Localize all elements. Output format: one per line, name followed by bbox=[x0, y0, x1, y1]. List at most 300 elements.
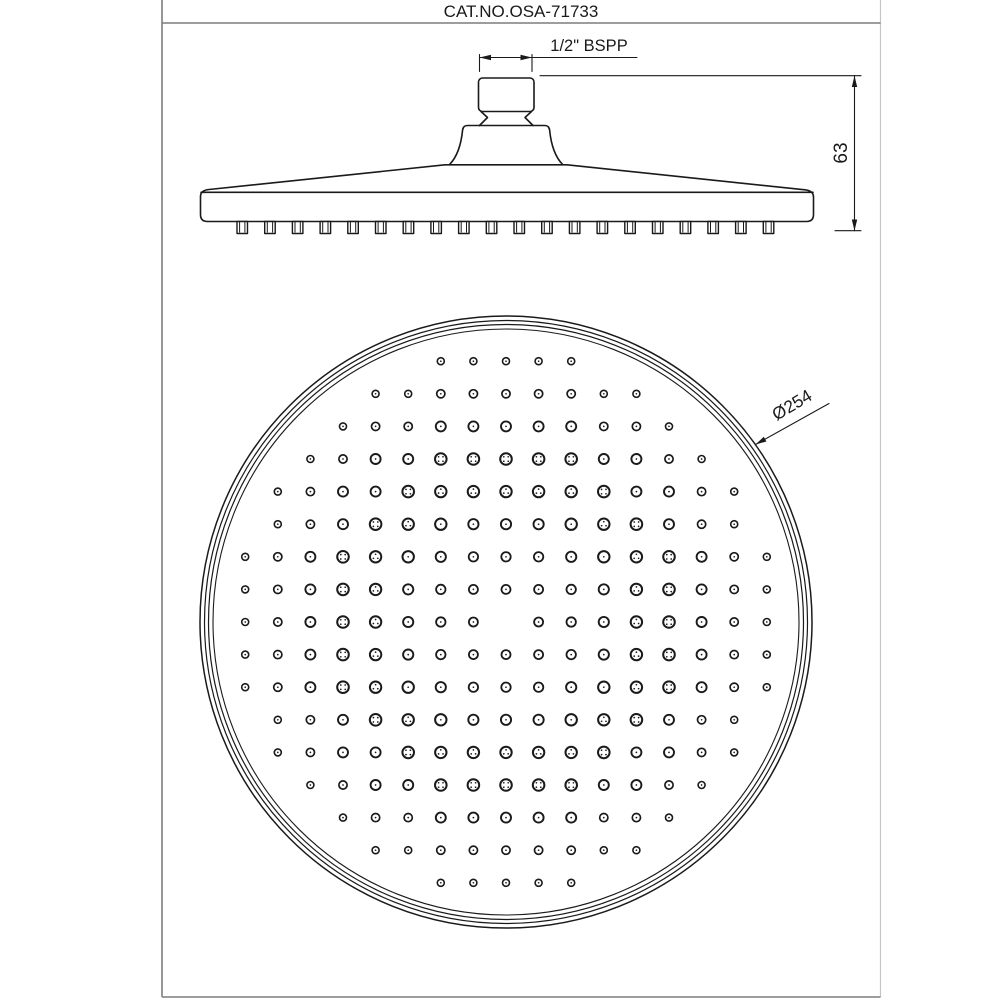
nozzle-hole-dot bbox=[440, 686, 442, 688]
nozzle-hole-dot bbox=[440, 556, 442, 558]
nozzle-hole-dot bbox=[603, 426, 605, 428]
nozzle-hole-dot bbox=[570, 719, 572, 721]
nozzle-hole-dot bbox=[505, 654, 507, 656]
nozzle-hole-dot bbox=[475, 456, 477, 458]
nozzle-hole-dot bbox=[377, 590, 379, 592]
nozzle-hole-dot bbox=[277, 589, 279, 591]
diameter-dimension bbox=[756, 385, 830, 444]
nozzle-hole-dot bbox=[503, 492, 505, 494]
nozzle-hole-dot bbox=[440, 523, 442, 525]
nozzle-hole-dot bbox=[377, 721, 379, 723]
nozzle-hole-dot bbox=[407, 521, 409, 523]
nozzle-hole-dot bbox=[438, 753, 440, 755]
nozzle-hole-dot bbox=[570, 589, 572, 591]
nozzle-hole-dot bbox=[440, 654, 442, 656]
nozzle-hole-dot bbox=[536, 782, 538, 784]
nozzle-hole-dot bbox=[570, 686, 572, 688]
nozzle-hole-dot bbox=[668, 458, 670, 460]
nozzle-hole-dot bbox=[636, 752, 638, 754]
nozzle-hole-dot bbox=[573, 782, 575, 784]
nozzle-hole-dot bbox=[670, 586, 672, 588]
nozzle-hole-dot bbox=[375, 586, 377, 588]
connector-nut-right bbox=[525, 112, 533, 126]
nozzle-hole-dot bbox=[375, 651, 377, 653]
nozzle-hole-dot bbox=[505, 589, 507, 591]
nozzle-hole-dot bbox=[440, 719, 442, 721]
nozzle-hole-dot bbox=[375, 619, 377, 621]
nozzle-hole bbox=[631, 616, 642, 627]
nozzle-hole-dot bbox=[505, 556, 507, 558]
nozzle-hole-dot bbox=[570, 654, 572, 656]
nozzle-hole-dot bbox=[344, 656, 346, 658]
nozzle-hole-dot bbox=[701, 752, 703, 754]
nozzle-hole-dot bbox=[505, 360, 507, 362]
nozzle-tooth bbox=[763, 222, 774, 234]
nozzle-tooth bbox=[237, 222, 248, 234]
nozzle-hole-dot bbox=[633, 688, 635, 690]
nozzle-hole-dot bbox=[277, 686, 279, 688]
nozzle-hole-dot bbox=[277, 654, 279, 656]
nozzle-hole-dot bbox=[410, 749, 412, 751]
nozzle-hole-dot bbox=[666, 689, 668, 691]
rim-circle-outer bbox=[200, 316, 812, 928]
nozzle-hole bbox=[403, 519, 414, 530]
nozzle-hole bbox=[631, 551, 642, 562]
nozzle-hole-dot bbox=[605, 754, 607, 756]
nozzle-hole-dot bbox=[603, 817, 605, 819]
nozzle-hole-dot bbox=[442, 492, 444, 494]
nozzle-hole-dot bbox=[538, 360, 540, 362]
nozzle-hole-dot bbox=[244, 621, 246, 623]
nozzle-hole-dot bbox=[344, 652, 346, 654]
nozzle-hole-dot bbox=[636, 426, 638, 428]
nozzle-hole-dot bbox=[473, 686, 475, 688]
nozzle-hole-dot bbox=[375, 426, 377, 428]
nozzle-hole-dot bbox=[440, 849, 442, 851]
face-rim-circles bbox=[200, 316, 812, 928]
nozzle-hole-dot bbox=[344, 619, 346, 621]
nozzle-hole-dot bbox=[440, 882, 442, 884]
nozzle-hole-dot bbox=[540, 782, 542, 784]
connector-nut-left bbox=[480, 112, 488, 126]
nozzle-hole-dot bbox=[670, 623, 672, 625]
nozzle-hole bbox=[370, 551, 381, 562]
nozzle-hole-dot bbox=[340, 689, 342, 691]
nozzle-hole-dot bbox=[375, 784, 377, 786]
nozzle-hole-dot bbox=[638, 655, 640, 657]
nozzle-hole bbox=[663, 584, 675, 596]
nozzle-hole-dot bbox=[701, 458, 703, 460]
nozzle-hole bbox=[533, 486, 544, 497]
nozzle-hole bbox=[500, 453, 512, 465]
nozzle-hole-dot bbox=[507, 456, 509, 458]
nozzle-hole-dot bbox=[277, 556, 279, 558]
nozzle-hole-dot bbox=[470, 753, 472, 755]
nozzle-hole-dot bbox=[410, 489, 412, 491]
nozzle-hole-dot bbox=[503, 456, 505, 458]
nozzle-hole-dot bbox=[701, 784, 703, 786]
nozzle-hole bbox=[565, 779, 577, 791]
nozzle-hole-dot bbox=[373, 717, 375, 719]
nozzle-hole-dot bbox=[344, 684, 346, 686]
nozzle-hole-dot bbox=[636, 393, 638, 395]
nozzle-hole-dot bbox=[536, 786, 538, 788]
nozzle-tooth bbox=[736, 222, 747, 234]
nozzle-hole bbox=[533, 747, 544, 758]
nozzle-hole-dot bbox=[438, 460, 440, 462]
nozzle-hole-dot bbox=[668, 491, 670, 493]
nozzle-hole bbox=[663, 551, 675, 563]
nozzle-hole-dot bbox=[570, 749, 572, 751]
nozzle-hole-dot bbox=[340, 554, 342, 556]
nozzle-hole-dot bbox=[277, 491, 279, 493]
nozzle-hole-dot bbox=[603, 716, 605, 718]
nozzle-hole-dot bbox=[570, 523, 572, 525]
nozzle-hole bbox=[337, 681, 349, 693]
nozzle-hole-dot bbox=[540, 492, 542, 494]
nozzle-hole-dot bbox=[766, 654, 768, 656]
nozzle-hole-dot bbox=[670, 591, 672, 593]
nozzle-hole-dot bbox=[670, 652, 672, 654]
nozzle-hole-dot bbox=[540, 753, 542, 755]
nozzle-hole-dot bbox=[570, 882, 572, 884]
nozzle-hole-dot bbox=[603, 521, 605, 523]
nozzle-hole bbox=[468, 779, 480, 791]
nozzle-hole-dot bbox=[568, 460, 570, 462]
nozzle-hole-dot bbox=[505, 686, 507, 688]
nozzle-hole-dot bbox=[344, 623, 346, 625]
nozzle-hole-dot bbox=[310, 458, 312, 460]
nozzle-hole bbox=[663, 616, 675, 628]
nozzle-hole-dot bbox=[666, 554, 668, 556]
nozzle-hole-dot bbox=[244, 654, 246, 656]
nozzle-hole-dot bbox=[475, 460, 477, 462]
nozzle-hole-dot bbox=[442, 786, 444, 788]
nozzle-hole-dot bbox=[340, 619, 342, 621]
nozzle-hole-dot bbox=[473, 488, 475, 490]
nozzle-hole bbox=[370, 714, 382, 726]
nozzle-hole-dot bbox=[344, 558, 346, 560]
nozzle-hole-dot bbox=[603, 621, 605, 623]
nozzle-hole-dot bbox=[668, 523, 670, 525]
nozzle-hole-dot bbox=[473, 589, 475, 591]
nozzle-hole-dot bbox=[638, 688, 640, 690]
nozzle-tooth bbox=[625, 222, 636, 234]
thread-dimension-label: 1/2" BSPP bbox=[550, 37, 628, 55]
nozzle-hole bbox=[370, 518, 382, 530]
nozzle-hole-dot bbox=[342, 458, 344, 460]
nozzle-hole-dot bbox=[538, 849, 540, 851]
nozzle-hole-dot bbox=[638, 557, 640, 559]
nozzle-hole-dot bbox=[601, 489, 603, 491]
nozzle-hole-dot bbox=[701, 589, 703, 591]
nozzle-hole-dot bbox=[377, 717, 379, 719]
nozzle-tooth bbox=[320, 222, 331, 234]
dim-arrow-down-icon bbox=[852, 220, 857, 231]
nozzle-hole bbox=[598, 714, 609, 725]
nozzle-hole-dot bbox=[570, 426, 572, 428]
nozzle-hole bbox=[402, 486, 414, 498]
nozzle-hole-dot bbox=[538, 393, 540, 395]
nozzle-hole-dot bbox=[310, 491, 312, 493]
nozzle-hole-dot bbox=[410, 754, 412, 756]
nozzle-hole-dot bbox=[505, 523, 507, 525]
nozzle-hole-dot bbox=[373, 688, 375, 690]
nozzle-hole-dot bbox=[503, 753, 505, 755]
nozzle-hole-dot bbox=[538, 621, 540, 623]
nozzle-hole-dot bbox=[701, 491, 703, 493]
nozzle-hole-dot bbox=[503, 460, 505, 462]
nozzle-hole-dot bbox=[440, 360, 442, 362]
nozzle-hole-dot bbox=[603, 654, 605, 656]
nozzle-hole-dot bbox=[405, 749, 407, 751]
nozzle-hole-dot bbox=[603, 784, 605, 786]
nozzle-hole-dot bbox=[505, 393, 507, 395]
nozzle-hole-dot bbox=[638, 521, 640, 523]
nozzle-hole-dot bbox=[342, 426, 344, 428]
nozzle-hole-dot bbox=[603, 849, 605, 851]
nozzle-hole-dot bbox=[473, 360, 475, 362]
nozzle-hole bbox=[337, 551, 349, 563]
nozzle-hole-dot bbox=[410, 720, 412, 722]
nozzle-hole-dot bbox=[540, 786, 542, 788]
nozzle-hole-dot bbox=[310, 784, 312, 786]
nozzle-hole-dot bbox=[538, 589, 540, 591]
nozzle-hole-dot bbox=[538, 426, 540, 428]
nozzle-hole-dot bbox=[410, 525, 412, 527]
nozzle-hole-dot bbox=[440, 589, 442, 591]
nozzle-hole-dot bbox=[570, 849, 572, 851]
nozzle-hole-dot bbox=[373, 721, 375, 723]
inlet-pipe-profile bbox=[479, 78, 535, 112]
nozzle-hole-dot bbox=[470, 786, 472, 788]
nozzle-hole-dot bbox=[666, 591, 668, 593]
nozzle-hole bbox=[533, 453, 545, 465]
nozzle-hole-dot bbox=[636, 491, 638, 493]
nozzle-hole bbox=[435, 779, 447, 791]
nozzle-hole-dot bbox=[310, 523, 312, 525]
nozzle-hole-dot bbox=[473, 393, 475, 395]
nozzle-hole-dot bbox=[310, 752, 312, 754]
nozzle-hole-dot bbox=[473, 749, 475, 751]
nozzle-hole-dot bbox=[570, 360, 572, 362]
nozzle-hole-dot bbox=[570, 556, 572, 558]
nozzle-hole-dot bbox=[373, 521, 375, 523]
nozzle-hole-dot bbox=[601, 525, 603, 527]
nozzle-hole-dot bbox=[670, 684, 672, 686]
nozzle-tooth bbox=[431, 222, 442, 234]
nozzle-hole bbox=[598, 747, 610, 759]
nozzle-hole-dot bbox=[310, 621, 312, 623]
nozzle-hole-dot bbox=[733, 556, 735, 558]
nozzle-hole-dot bbox=[666, 619, 668, 621]
nozzle-hole-dot bbox=[473, 556, 475, 558]
nozzle-hole-dot bbox=[470, 460, 472, 462]
nozzle-hole bbox=[370, 584, 381, 595]
nozzle-hole-dot bbox=[603, 393, 605, 395]
nozzle-hole-dot bbox=[473, 523, 475, 525]
nozzle-hole-dot bbox=[475, 753, 477, 755]
nozzle-hole-dot bbox=[538, 817, 540, 819]
nozzle-hole-dot bbox=[668, 719, 670, 721]
nozzle-hole-dot bbox=[405, 720, 407, 722]
nozzle-hole-dot bbox=[670, 558, 672, 560]
nozzle-hole bbox=[500, 486, 511, 497]
nozzle-hole-dot bbox=[440, 817, 442, 819]
nozzle-hole-dot bbox=[603, 686, 605, 688]
nozzle-hole-dot bbox=[540, 460, 542, 462]
nozzle-hole-dot bbox=[377, 526, 379, 528]
nozzle-hole-dot bbox=[570, 621, 572, 623]
nozzle-hole-dot bbox=[633, 721, 635, 723]
nozzle-hole bbox=[598, 486, 610, 498]
nozzle-hole-dot bbox=[507, 460, 509, 462]
nozzle-hole-dot bbox=[536, 753, 538, 755]
nozzle-hole-dot bbox=[310, 654, 312, 656]
nozzle-hole bbox=[663, 649, 675, 661]
nozzle-hole-dot bbox=[342, 817, 344, 819]
nozzle-hole-dot bbox=[701, 621, 703, 623]
nozzle-hole-dot bbox=[440, 621, 442, 623]
nozzle-hole-dot bbox=[277, 523, 279, 525]
nozzle-hole-dot bbox=[342, 752, 344, 754]
nozzle-pattern bbox=[242, 358, 771, 887]
nozzle-hole-dot bbox=[375, 553, 377, 555]
nozzle-hole-dot bbox=[373, 590, 375, 592]
nozzle-hole-dot bbox=[507, 492, 509, 494]
nozzle-hole bbox=[631, 649, 642, 660]
nozzle-hole-dot bbox=[507, 753, 509, 755]
nozzle-hole-dot bbox=[310, 556, 312, 558]
nozzle-hole-dot bbox=[670, 689, 672, 691]
nozzle-tooth bbox=[376, 222, 387, 234]
dim-arrow-right-icon bbox=[521, 55, 533, 60]
nozzle-hole-dot bbox=[733, 491, 735, 493]
nozzle-hole bbox=[435, 747, 446, 758]
nozzle-tooth bbox=[514, 222, 525, 234]
shower-head-profile bbox=[201, 165, 814, 222]
nozzle-hole-dot bbox=[375, 684, 377, 686]
nozzle-hole-dot bbox=[342, 491, 344, 493]
nozzle-hole-dot bbox=[442, 753, 444, 755]
nozzle-hole-dot bbox=[503, 782, 505, 784]
nozzle-hole-dot bbox=[538, 686, 540, 688]
nozzle-hole-dot bbox=[505, 817, 507, 819]
nozzle-hole-dot bbox=[670, 554, 672, 556]
nozzle-hole-dot bbox=[473, 849, 475, 851]
nozzle-hole-dot bbox=[340, 558, 342, 560]
nozzle-hole-dot bbox=[375, 393, 377, 395]
nozzle-hole-dot bbox=[344, 586, 346, 588]
nozzle-hole-dot bbox=[475, 492, 477, 494]
nozzle-hole-dot bbox=[633, 590, 635, 592]
nozzle-hole-dot bbox=[701, 719, 703, 721]
nozzle-hole-dot bbox=[605, 749, 607, 751]
nozzle-hole-dot bbox=[440, 488, 442, 490]
nozzle-hole-dot bbox=[666, 623, 668, 625]
nozzle-hole-dot bbox=[340, 684, 342, 686]
nozzle-hole-dot bbox=[310, 686, 312, 688]
nozzle-hole bbox=[403, 714, 414, 725]
nozzle-hole bbox=[435, 486, 446, 497]
nozzle-hole-dot bbox=[442, 460, 444, 462]
nozzle-hole bbox=[337, 616, 349, 628]
nozzle-hole-dot bbox=[375, 491, 377, 493]
nozzle-hole-dot bbox=[766, 621, 768, 623]
nozzle-hole-dot bbox=[666, 652, 668, 654]
nozzle-hole-dot bbox=[342, 784, 344, 786]
nozzle-hole-dot bbox=[375, 458, 377, 460]
nozzle-hole-dot bbox=[636, 586, 638, 588]
nozzle-tooth bbox=[348, 222, 359, 234]
thread-dimension bbox=[480, 37, 638, 72]
nozzle-hole-dot bbox=[310, 719, 312, 721]
nozzle-hole-dot bbox=[505, 849, 507, 851]
height-dimension-label: 63 bbox=[831, 142, 852, 164]
nozzle-hole-dot bbox=[505, 749, 507, 751]
nozzle-hole-dot bbox=[410, 493, 412, 495]
nozzle-hole-dot bbox=[605, 525, 607, 527]
nozzle-hole-dot bbox=[733, 686, 735, 688]
nozzle-hole-dot bbox=[344, 554, 346, 556]
nozzle-hole-dot bbox=[244, 589, 246, 591]
nozzle-hole-dot bbox=[601, 754, 603, 756]
nozzle-hole-dot bbox=[340, 652, 342, 654]
nozzle-hole-dot bbox=[438, 782, 440, 784]
nozzle-hole-dot bbox=[405, 489, 407, 491]
nozzle-hole bbox=[631, 714, 643, 726]
nozzle-hole-dot bbox=[638, 590, 640, 592]
nozzle-hole bbox=[468, 453, 480, 465]
nozzle-hole-dot bbox=[670, 656, 672, 658]
nozzle-hole-dot bbox=[573, 492, 575, 494]
nozzle-tooth bbox=[292, 222, 303, 234]
nozzle-hole bbox=[468, 486, 479, 497]
dim-arrow-up-icon bbox=[852, 76, 857, 87]
nozzle-hole-dot bbox=[633, 526, 635, 528]
nozzle-hole-dot bbox=[475, 786, 477, 788]
nozzle-hole bbox=[337, 649, 349, 661]
nozzle-hole-dot bbox=[636, 684, 638, 686]
nozzle-hole-dot bbox=[536, 492, 538, 494]
nozzle-hole-dot bbox=[377, 557, 379, 559]
nozzle-hole-dot bbox=[470, 456, 472, 458]
nozzle-hole-dot bbox=[344, 689, 346, 691]
nozzle-hole-dot bbox=[340, 586, 342, 588]
nozzle-hole-dot bbox=[538, 654, 540, 656]
nozzle-hole bbox=[631, 682, 642, 693]
nozzle-hole-dot bbox=[373, 623, 375, 625]
nozzle-hole-dot bbox=[733, 654, 735, 656]
nozzle-hole-dot bbox=[470, 782, 472, 784]
nozzle-teeth-row bbox=[237, 222, 774, 234]
nozzle-hole-dot bbox=[668, 752, 670, 754]
nozzle-hole-dot bbox=[701, 654, 703, 656]
nozzle-hole-dot bbox=[507, 782, 509, 784]
rim-circle bbox=[209, 325, 804, 920]
nozzle-hole-dot bbox=[473, 719, 475, 721]
nozzle-hole-dot bbox=[568, 456, 570, 458]
nozzle-hole bbox=[631, 584, 642, 595]
nozzle-hole-dot bbox=[603, 458, 605, 460]
nozzle-hole-dot bbox=[342, 719, 344, 721]
rim-circle-inner bbox=[213, 329, 799, 915]
nozzle-tooth bbox=[265, 222, 276, 234]
nozzle-hole-dot bbox=[340, 623, 342, 625]
nozzle-hole-dot bbox=[538, 523, 540, 525]
nozzle-tooth bbox=[459, 222, 470, 234]
nozzle-hole-dot bbox=[568, 492, 570, 494]
